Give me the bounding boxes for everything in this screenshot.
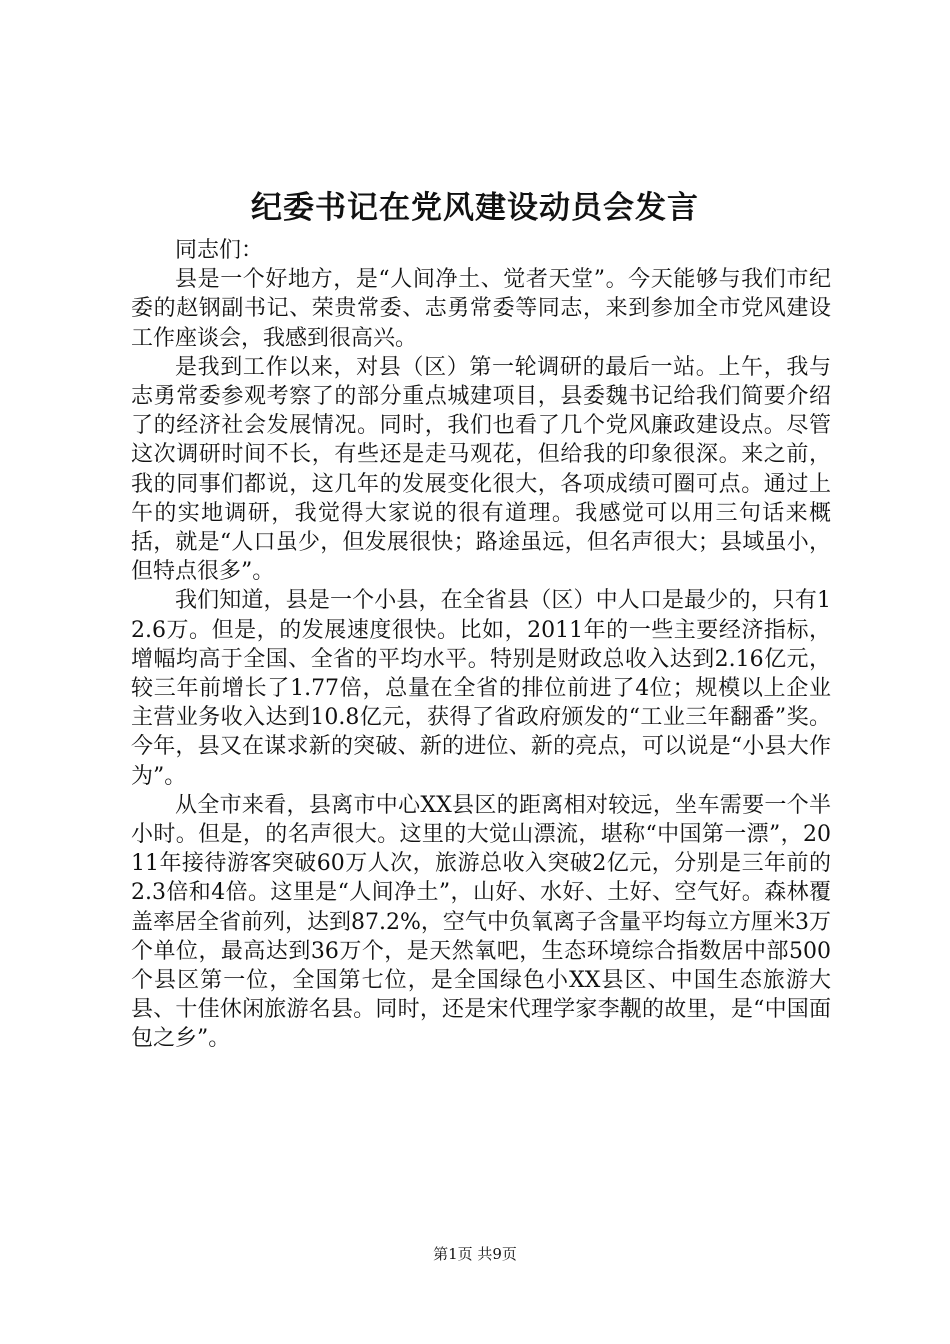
document-title: 纪委书记在党风建设动员会发言 [251, 190, 699, 226]
salutation-paragraph: 同志们： [175, 238, 264, 263]
body-paragraph: 我们知道，县是一个小县，在全省县（区）中人口是最少的，只有12.6万。但是，的发展速度很快。比如，2011年的一些主要经济指标，增幅均高于全国、全省的平均水平。特别是财政总收入达到2.16亿元，较三年前增长了1.77倍，总量在全省的排位前进了4位；规模以上企业主营业务收入达到10.8亿元，获得了省政府颁发的“工业三年翻番”奖。今年，县又在谋求新的突破、新的进位、新的亮点，可以说是“小县大作为”。 [131, 588, 831, 789]
body-paragraph: 县是一个好地方，是“人间净土、觉者天堂”。今天能够与我们市纪委的赵钢副书记、荣贵常委、志勇常委等同志，来到参加全市党风建设工作座谈会，我感到很高兴。 [131, 267, 831, 351]
body-paragraph: 从全市来看，县离市中心XX县区的距离相对较远，坐车需要一个半小时。但是，的名声很大。这里的大觉山漂流，堪称“中国第一漂”，2011年接待游客突破60万人次，旅游总收入突破2亿元，分别是三年前的2.3倍和4倍。这里是“人间净土”，山好、水好、土好、空气好。森林覆盖率居全省前列，达到87.2%，空气中负氧离子含量平均每立方厘米3万个单位，最高达到36万个，是天然氧吧，生态环境综合指数居中部500个县区第一位，全国第七位，是全国绿色小XX县区、中国生态旅游大县、十佳休闲旅游名县。同时，还是宋代理学家李觏的故里，是“中国面包之乡”。 [131, 792, 831, 1052]
page-number-footer: 第1页 共9页 [433, 1245, 517, 1263]
body-paragraph: 是我到工作以来，对县（区）第一轮调研的最后一站。上午，我与志勇常委参观考察了的部分重点城建项目，县委魏书记给我们简要介绍了的经济社会发展情况。同时，我们也看了几个党风廉政建设点。尽管这次调研时间不长，有些还是走马观花，但给我的印象很深。来之前，我的同事们都说，这几年的发展变化很大，各项成绩可圈可点。通过上午的实地调研，我觉得大家说的很有道理。我感觉可以用三句话来概括，就是“人口虽少，但发展很快；路途虽远，但名声很大；县域虽小，但特点很多”。 [131, 354, 831, 585]
document-body [131, 236, 831, 1054]
